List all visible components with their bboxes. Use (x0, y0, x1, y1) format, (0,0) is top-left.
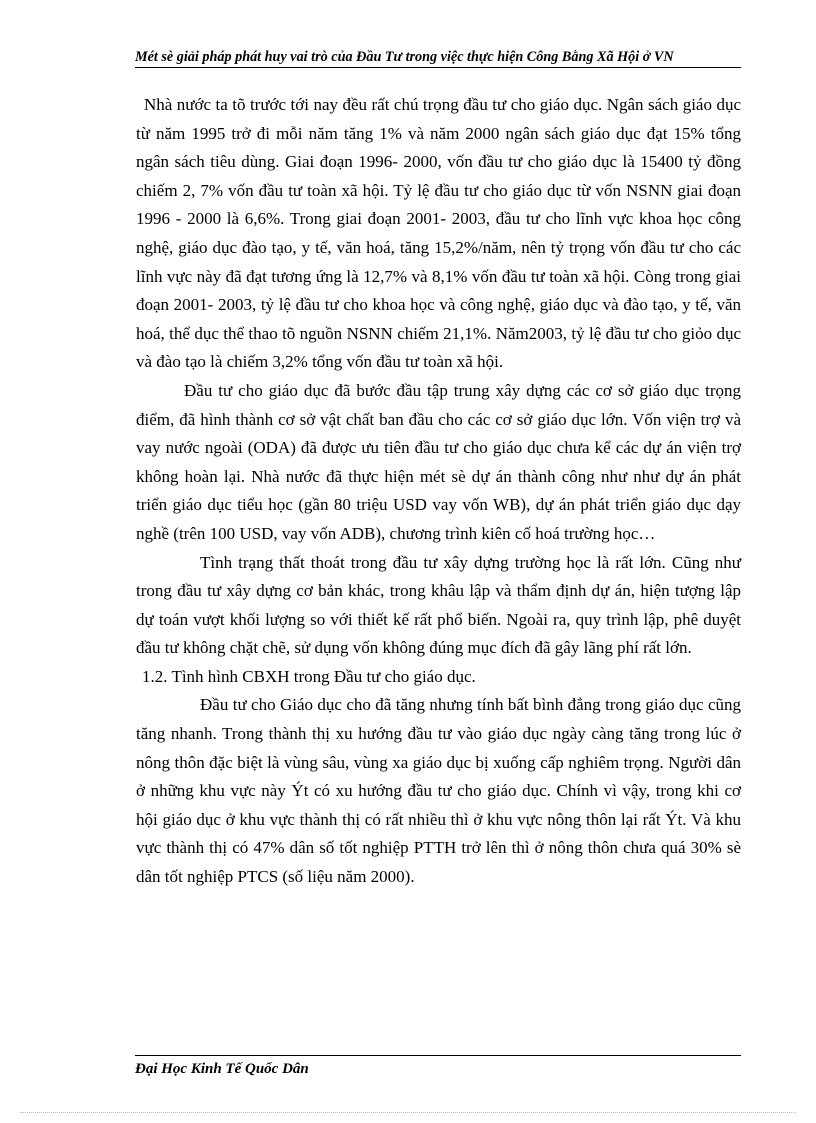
main-content (136, 91, 741, 892)
footer-divider (135, 1055, 741, 1056)
paragraph-education-inequality: Đầu tư cho Giáo dục cho đã tăng nhưng tính bất bình đẳng trong giáo dục cũng tăng nhanh. Trong thành thị xu hướng đầu tư vào giáo dục ngày càng tăng trong lúc ở nông thôn đặc biệt là vùng sâu, vùng xa giáo dục bị xuống cấp nghiêm trọng. Người dân ở những khu vực này Ýt có xu hướng đầu tư cho giáo dục. Chính vì vậy, trong khi cơ hội giáo dục ở khu vực thành thị có rất nhiều thì ở khu vực nông thôn lại rất Ýt. Và khu vực thành thị có 47% dân số tốt nghiệp PTTH trở lên thì ở nông thôn chưa quá 30% sè dân tốt nghiệp PTCS (số liệu năm 2000). (136, 695, 741, 887)
page-footer-university: Đại Học Kinh Tế Quốc Dân (135, 1061, 309, 1077)
section-heading-1-2: 1.2. Tình hình CBXH trong Đầu tư cho giáo dục. (142, 666, 476, 686)
paragraph-construction-losses: Tình trạng thất thoát trong đầu tư xây dựng trường học là rất lớn. Cũng như trong đầu tư xây dựng cơ bản khác, trong khâu lập và thẩm định dự án, hiện tượng lập dự toán vượt khối lượng so với thiết kế rất phổ biến. Ngoài ra, quy trình lập, phê duyệt đầu tư không chặt chẽ, sử dụng vốn không đúng mục đích đã gây lãng phí rất lớn. (136, 552, 741, 658)
paragraph-education-infrastructure: Đầu tư cho giáo dục đã bước đầu tập trung xây dựng các cơ sở giáo dục trọng điểm, đã hình thành cơ sở vật chất ban đầu cho các cơ sở giáo dục lớn. Vốn viện trợ và vay nước ngoài (ODA) đã được ưu tiên đầu tư cho giáo dục chưa kể các dự án viện trợ không hoàn lại. Nhà nước đã thực hiện mét sè dự án thành công như như dự án phát triển giáo dục tiểu học (gần 80 triệu USD vay vốn WB), dự án phát triển giáo dục dạy nghề (trên 100 USD, vay vốn ADB), chương trình kiên cố hoá trường học… (136, 380, 741, 543)
page-bottom-border (20, 1112, 796, 1113)
header-divider (135, 67, 741, 68)
paragraph-education-investment-overview: Nhà nước ta tõ trước tới nay đều rất chú trọng đầu tư cho giáo dục. Ngân sách giáo dục từ năm 1995 trở đi mỗi năm tăng 1% và năm 2000 ngân sách giáo dục đạt 15% tổng ngân sách tiêu dùng. Giai đoạn 1996- 2000, vốn đầu tư cho giáo dục là 15400 tỷ đồng chiếm 2, 7% vốn đầu tư toàn xã hội. Tỷ lệ đầu tư cho giáo dục từ vốn NSNN giai đoạn 1996 - 2000 là 6,6%. Trong giai đoạn 2001- 2003, đầu tư cho lĩnh vực khoa học công nghệ, giáo dục đào tạo, y tế, văn hoá, tăng 15,2%/năm, nên tỷ trọng vốn đầu tư cho các lĩnh vực này đã đạt tương ứng là 12,7% và 8,1% vốn đầu tư toàn xã hội. Còng trong giai đoạn 2001- 2003, tỷ lệ đầu tư cho khoa học và công nghệ, giáo dục và đào tạo, y tế, văn hoá, thể dục thể thao tõ nguồn NSNN chiếm 21,1%. Năm2003, tỷ lệ đầu tư cho giỏo dục và đào tạo là chiếm 3,2% tổng vốn đầu tư toàn xã hội. (136, 95, 741, 372)
page-header-title: Mét sè giải pháp phát huy vai trò của Đầu Tư trong việc thực hiện Công Bằng Xã Hội ở VN (135, 49, 674, 65)
